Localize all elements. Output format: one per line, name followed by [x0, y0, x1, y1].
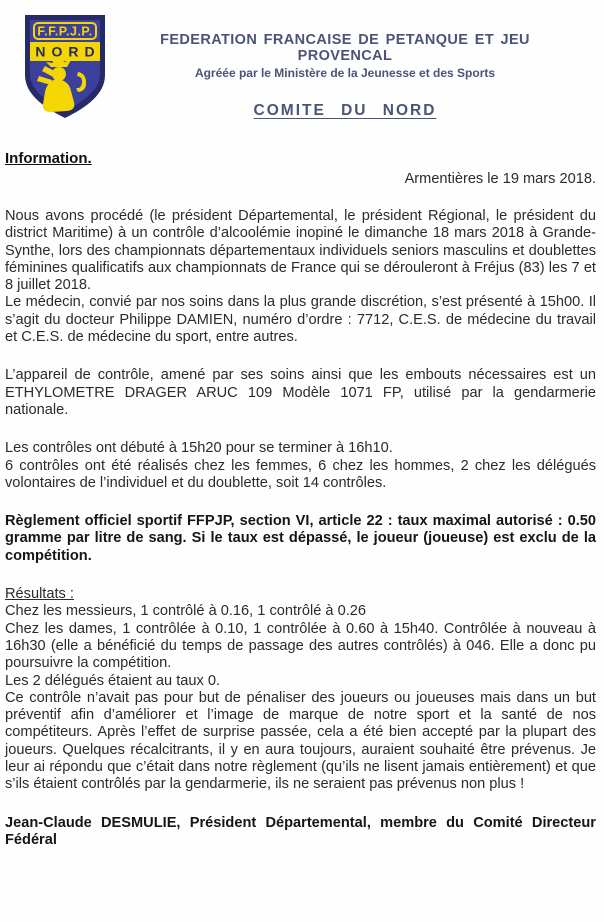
paragraph: Résultats : — [5, 586, 74, 603]
paragraph: Jean-Claude DESMULIE, Président Départemental, membre du Comité Directeur Fédéral — [5, 814, 596, 848]
paragraph: Nous avons procédé (le président Départemental, le président Régional, le président du district Maritime) à un contrôle d’alcoolémie inopiné le dimanche 18 mars 2018 à Grande-Synthe, lors des championnats départementaux individuels seniors masculins et doublettes féminines qualificatifs aux championnats de France qui se dérouleront à Fréjus (83) les 7 et 8 juillet 2018. — [5, 208, 596, 294]
paragraph: Le médecin, convié par nos soins dans la plus grande discrétion, s’est présenté à 15h00. Il s’agit du docteur Philippe DAMIEN, numéro d’ordre : 7712, C.E.S. de médecine du travail et C.E.S. de médecine du sport, entre autres. — [5, 294, 596, 346]
federation-name: FEDERATION FRANCAISE DE PETANQUE ET JEU PROVENCAL — [160, 32, 530, 64]
letterhead — [0, 0, 604, 140]
committee-name: COMITE DU NORD — [253, 102, 437, 119]
paragraph: Chez les messieurs, 1 contrôlé à 0.16, 1 contrôlé à 0.26 — [5, 603, 366, 620]
paragraph: L’appareil de contrôle, amené par ses soins ainsi que les embouts nécessaires est un ETHYLOMETRE DRAGER ARUC 109 Modèle 1071 FP, utilisé par la gendarmerie nationale. — [5, 367, 596, 418]
ffpjp-nord-shield-logo — [20, 10, 110, 122]
logo-region: NORD — [35, 43, 101, 60]
letter-main — [0, 140, 604, 849]
letter-body — [5, 208, 596, 849]
letterhead-text — [130, 32, 560, 120]
paragraph: Chez les dames, 1 contrôlée à 0.10, 1 contrôlée à 0.60 à 15h40. Contrôlée à nouveau à 16h30 (elle a bénéficié du temps de passage des autres contrôlés) à 046. Elle a donc pu poursuivre la compétition. — [5, 620, 596, 672]
dateline: Armentières le 19 mars 2018. — [404, 171, 596, 187]
accreditation-line: Agréée par le Ministère de la Jeunesse et des Sports — [194, 66, 496, 80]
logo-acronym: F.F.P.J.P. — [37, 24, 93, 39]
paragraph: Les 2 délégués étaient au taux 0. — [5, 672, 221, 689]
paragraph: Les contrôles ont débuté à 15h20 pour se terminer à 16h10. — [5, 440, 393, 457]
paragraph: Règlement officiel sportif FFPJP, section VI, article 22 : taux maximal autorisé : 0.50 gramme par litre de sang. Si le taux est dépassé, le joueur (joueuse) est exclu de la compétition. — [5, 513, 596, 564]
subject-heading: Information. — [5, 150, 92, 167]
paragraph: Ce contrôle n’avait pas pour but de pénaliser des joueurs ou joueuses mais dans un but préventif afin d’améliorer et l’image de marque de notre sport et la santé de nos compétiteurs. Après l’effet de surprise passée, cela a été bien accepté par la plupart des joueurs. Quelques récalcitrants, il y en aura toujours, auraient souhaité être prévenus. Je leur ai répondu que c’était dans notre règlement (qu’ils ne lisent jamais entièrement) et que s’ils étaient contrôlés par la gendarmerie, ils ne seraient pas prévenus non plus ! — [5, 689, 596, 793]
paragraph: 6 contrôles ont été réalisés chez les femmes, 6 chez les hommes, 2 chez les délégués volontaires de l’individuel et du doublette, soit 14 contrôles. — [5, 457, 596, 491]
